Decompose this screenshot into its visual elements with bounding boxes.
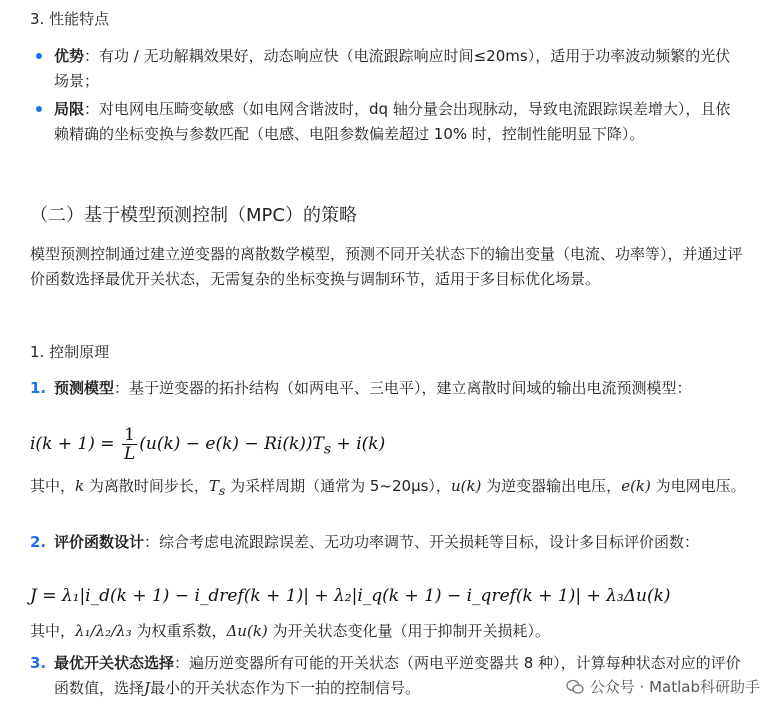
step-number: 1. <box>30 379 47 397</box>
section-2-title: （二）基于模型预测控制（MPC）的策略 <box>30 205 357 226</box>
bullet-label: 局限 <box>54 100 85 118</box>
wechat-icon <box>566 679 584 695</box>
formula2-note: 其中，λ₁/λ₂/λ₃ 为权重系数，Δu(k) 为开关状态变化量（用于抑制开关损耗）。 <box>30 622 551 640</box>
step-1: 预测模型：基于逆变器的拓扑结构（如两电平、三电平），建立离散时间域的输出电流预测模型： <box>54 379 692 397</box>
bullet-text: ：有功 / 无功解耦效果好，动态响应快（电流跟踪响应时间≤20ms），适用于功率波动频繁的光伏场景； <box>54 47 731 90</box>
bullet-label: 优势 <box>54 47 85 65</box>
section-3-title: 3. 性能特点 <box>30 10 110 28</box>
formula-prediction-model: i(k + 1) = $\frac{1}{L}$ $(u(k) - e(k) - Ri(k))T_s + i(k)$ <box>30 425 386 464</box>
subsection-1-title: 1. 控制原理 <box>30 343 110 361</box>
intro-paragraph: 模型预测控制通过建立逆变器的离散数学模型，预测不同开关状态下的输出变量（电流、功率等），并通过评价函数选择最优开关状态，无需复杂的坐标变换与调制环节，适用于多目标优化场景。 <box>30 245 743 288</box>
step-2: 评价函数设计：综合考虑电流跟踪误差、无功功率调节、开关损耗等目标，设计多目标评价函数： <box>54 533 700 551</box>
watermark: 公众号 · Matlab科研助手 <box>562 674 764 699</box>
bullet-text: ：对电网电压畸变敏感（如电网含谐波时，dq 轴分量会出现脉动，导致电流跟踪误差增大），且依赖精确的坐标变换与参数匹配（电感、电阻参数偏差超过 10% 时，控制性能明显下降）。 <box>54 100 731 143</box>
step-3: 最优开关状态选择：遍历逆变器所有可能的开关状态（两电平逆变器共 8 种），计算每种状态对应的评价函数值，选择J最小的开关状态作为下一拍的控制信号。 <box>54 654 741 697</box>
formula-cost-function: J = λ₁|i_d(k + 1) − i_dref(k + 1)| + λ₂|i_q(k + 1) − i_qref(k + 1)| + λ₃Δu(k) <box>30 586 671 606</box>
formula1-note: 其中，k 为离散时间步长，$T_s$ 为采样周期（通常为 5~20μs），u(k) 为逆变器输出电压，e(k) 为电网电压。 <box>30 477 746 498</box>
step-number: 2. <box>30 533 47 551</box>
step-number: 3. <box>30 654 47 672</box>
